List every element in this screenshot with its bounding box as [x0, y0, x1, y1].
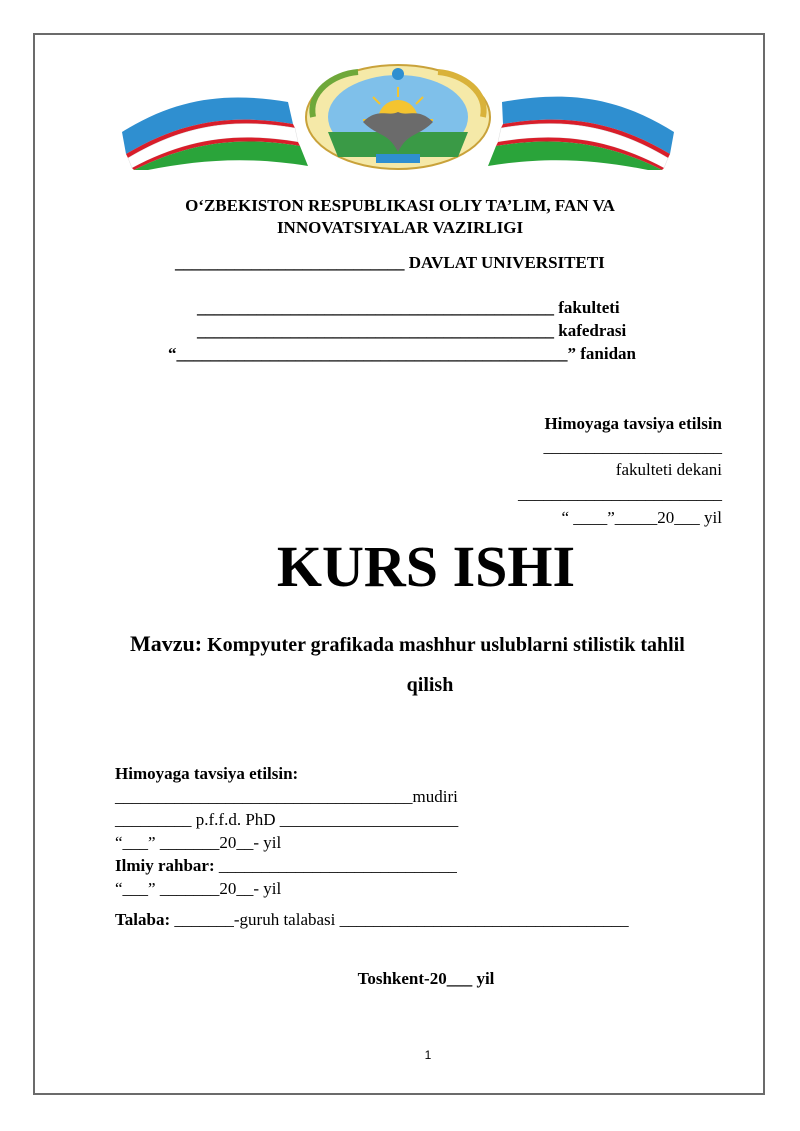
faculty-line: __________________________________________ fakulteti: [197, 298, 620, 317]
topic-label: Mavzu:: [130, 631, 203, 656]
supervisor-line: ____________________________: [214, 856, 457, 875]
supervisor-row: [115, 856, 457, 876]
student-row: [115, 910, 629, 930]
topic: [130, 624, 730, 705]
approval-top-name-line: ________________________: [518, 484, 722, 503]
approval-top-date: “ ____”_____20___ yil: [561, 508, 722, 527]
state-emblem-flags-image: [118, 62, 678, 170]
supervisor-label: Ilmiy rahbar:: [115, 856, 215, 875]
approval-top-title: Himoyaga tavsiya etilsin: [544, 414, 722, 433]
approval-top-signature-line: _____________________: [543, 437, 722, 456]
document-title: KURS ISHI: [276, 534, 576, 599]
approval-date-2: “___” _______20__- yil: [115, 879, 282, 898]
topic-text-2: qilish: [406, 674, 454, 696]
topic-text-1: Kompyuter grafikada mashhur uslublarni stilistik tahlil: [202, 634, 685, 656]
university-line: ___________________________ DAVLAT UNIVERSITETI: [175, 253, 605, 272]
page-number: 1: [424, 1048, 432, 1062]
department-line: __________________________________________ kafedrasi: [197, 321, 627, 340]
ministry-line-1: O‘ZBEKISTON RESPUBLIKASI OLIY TA’LIM, FAN VA: [185, 196, 615, 215]
ministry-line-2: INNOVATSIYALAR VAZIRLIGI: [276, 218, 524, 237]
ministry-heading: [0, 195, 800, 239]
student-line: _______-guruh talabasi __________________________________: [170, 910, 629, 929]
approval-bottom-heading: Himoyaga tavsiya etilsin:: [115, 764, 299, 783]
student-label: Talaba:: [115, 910, 171, 929]
phd-line: _________ p.f.f.d. PhD _____________________: [115, 810, 459, 829]
city-year: Toshkent-20___ yil: [357, 969, 495, 988]
dean-role: fakulteti dekani: [615, 460, 722, 479]
department-head-line: ___________________________________mudiri: [115, 787, 458, 806]
subject-line: “______________________________________________” fanidan: [168, 344, 636, 363]
approval-date-1: “___” _______20__- yil: [115, 833, 282, 852]
